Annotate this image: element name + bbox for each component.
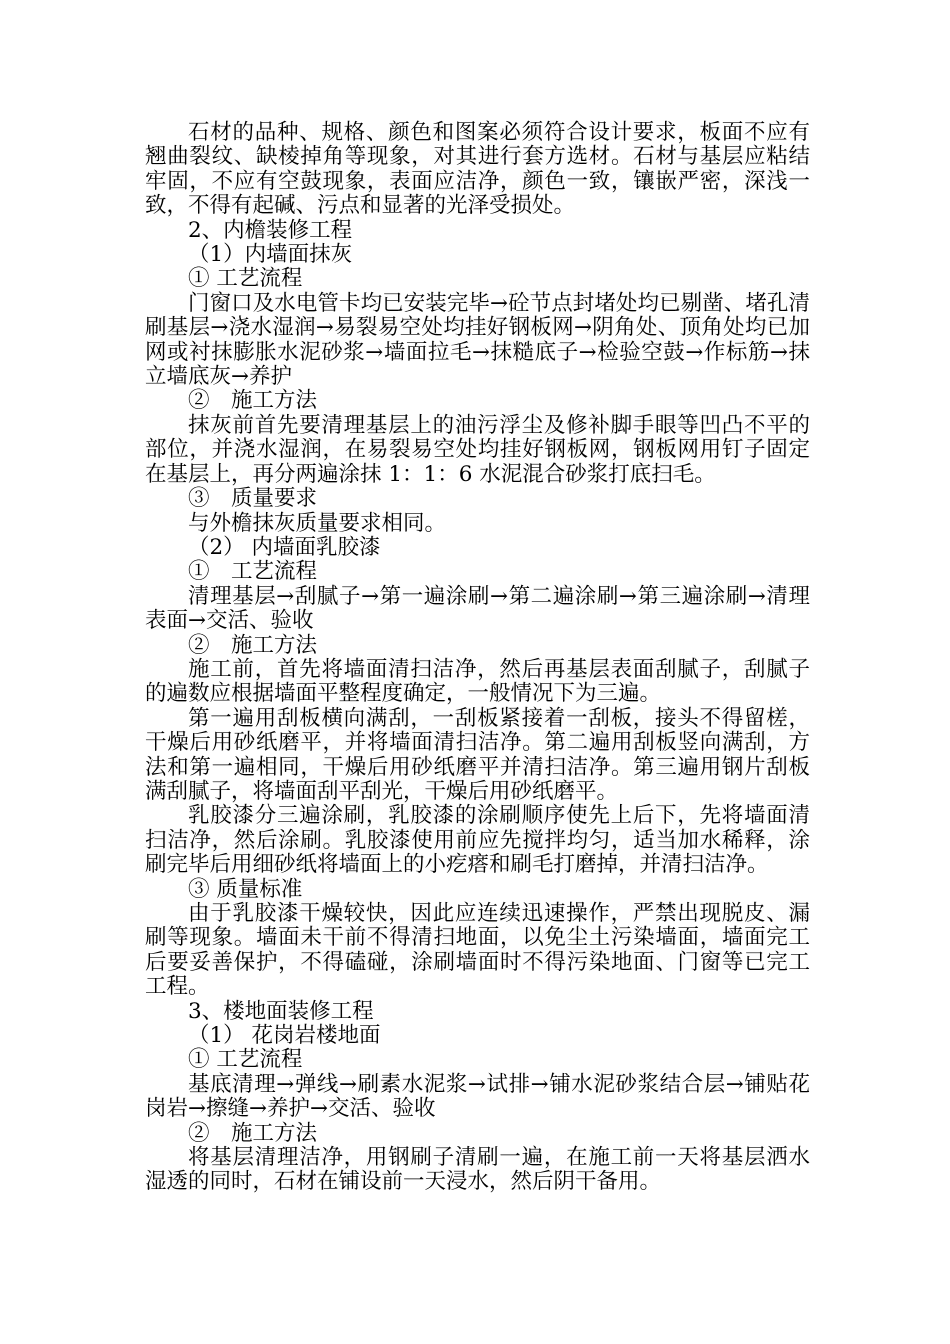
item-process-flow: ① 工艺流程 bbox=[188, 266, 303, 292]
paragraph-putty-intro: 施工前，首先将墙面清扫洁净，然后再基层表面刮腻子，刮腻子的遍数应根据墙面平整程度确定，一般情况下为三遍。 bbox=[145, 656, 810, 707]
subheading-granite-floor: （1） 花岗岩楼地面 bbox=[188, 1023, 381, 1049]
subheading-latex-paint: （2） 内墙面乳胶漆 bbox=[188, 534, 381, 560]
item-process-flow: ① 工艺流程 bbox=[188, 1047, 303, 1073]
heading-floor-finishing: 3、楼地面装修工程 bbox=[188, 998, 374, 1024]
paragraph-granite-process: 基底清理→弹线→刷素水泥浆→试排→铺水泥砂浆结合层→铺贴花岗岩→擦缝→养护→交活、验收 bbox=[145, 1071, 810, 1122]
document-body bbox=[145, 121, 810, 1195]
paragraph-paint-quality: 由于乳胶漆干燥较快，因此应连续迅速操作，严禁出现脱皮、漏刷等现象。墙面未干前不得清扫地面，以免尘土污染墙面，墙面完工后要妥善保护，不得磕碰，涂刷墙面时不得污染地面、门窗等已完工工程。 bbox=[145, 901, 810, 1000]
subheading-interior-plastering: （1）内墙面抹灰 bbox=[188, 242, 353, 268]
paragraph-stone-quality: 石材的品种、规格、颜色和图案必须符合设计要求，板面不应有翘曲裂纹、缺棱掉角等现象，对其进行套方选材。石材与基层应粘结牢固，不应有空鼓现象，表面应洁净，颜色一致，镶嵌严密，深浅一致，不得有起碱、污点和显著的光泽受损处。 bbox=[145, 120, 810, 219]
paragraph-plaster-process: 门窗口及水电管卡均已安装完毕→砼节点封堵处均已剔凿、堵孔清刷基层→浇水湿润→易裂易空处均挂好钢板网→阴角处、顶角处均已加网或衬抹膨胀水泥砂浆→墙面拉毛→抹糙底子→检验空鼓→作标筋→抹立墙底灰→养护 bbox=[145, 290, 810, 390]
item-quality-requirements: ③ 质量要求 bbox=[188, 486, 318, 512]
paragraph-plaster-quality: 与外檐抹灰质量要求相同。 bbox=[188, 510, 447, 536]
item-construction-method: ② 施工方法 bbox=[188, 632, 318, 658]
item-construction-method: ② 施工方法 bbox=[188, 1120, 318, 1146]
paragraph-plaster-method: 抹灰前首先要清理基层上的油污浮尘及修补脚手眼等凹凸不平的部位，并浇水湿润，在易裂易空处均挂好钢板网，钢板网用钉子固定在基层上，再分两遍涂抹 1：1：6 水泥混合砂浆打底扫毛。 bbox=[145, 412, 810, 487]
heading-interior-finishing: 2、内檐装修工程 bbox=[188, 217, 353, 243]
item-construction-method: ② 施工方法 bbox=[188, 388, 318, 414]
paragraph-putty-passes: 第一遍用刮板横向满刮，一刮板紧接着一刮板，接头不得留槎，干燥后用砂纸磨平，并将墙面清扫洁净。第二遍用刮板竖向满刮，方法和第一遍相同，干燥后用砂纸磨平并清扫洁净。第三遍用钢片刮板满刮腻子，将墙面刮平刮光，干燥后用砂纸磨平。 bbox=[145, 705, 810, 804]
item-process-flow: ① 工艺流程 bbox=[188, 559, 318, 585]
item-quality-standard: ③ 质量标准 bbox=[188, 876, 303, 902]
paragraph-paint-process: 清理基层→刮腻子→第一遍涂刷→第二遍涂刷→第三遍涂刷→清理表面→交活、验收 bbox=[145, 583, 810, 634]
paragraph-paint-application: 乳胶漆分三遍涂刷，乳胶漆的涂刷顺序使先上后下，先将墙面清扫洁净，然后涂刷。乳胶漆使用前应先搅拌均匀，适当加水稀释，涂刷完毕后用细砂纸将墙面上的小疙瘩和刷毛打磨掉，并清扫洁净。 bbox=[145, 803, 810, 878]
paragraph-granite-method: 将基层清理洁净，用钢刷子清刷一遍，在施工前一天将基层洒水湿透的同时，石材在铺设前一天浸水，然后阴干备用。 bbox=[145, 1145, 810, 1195]
